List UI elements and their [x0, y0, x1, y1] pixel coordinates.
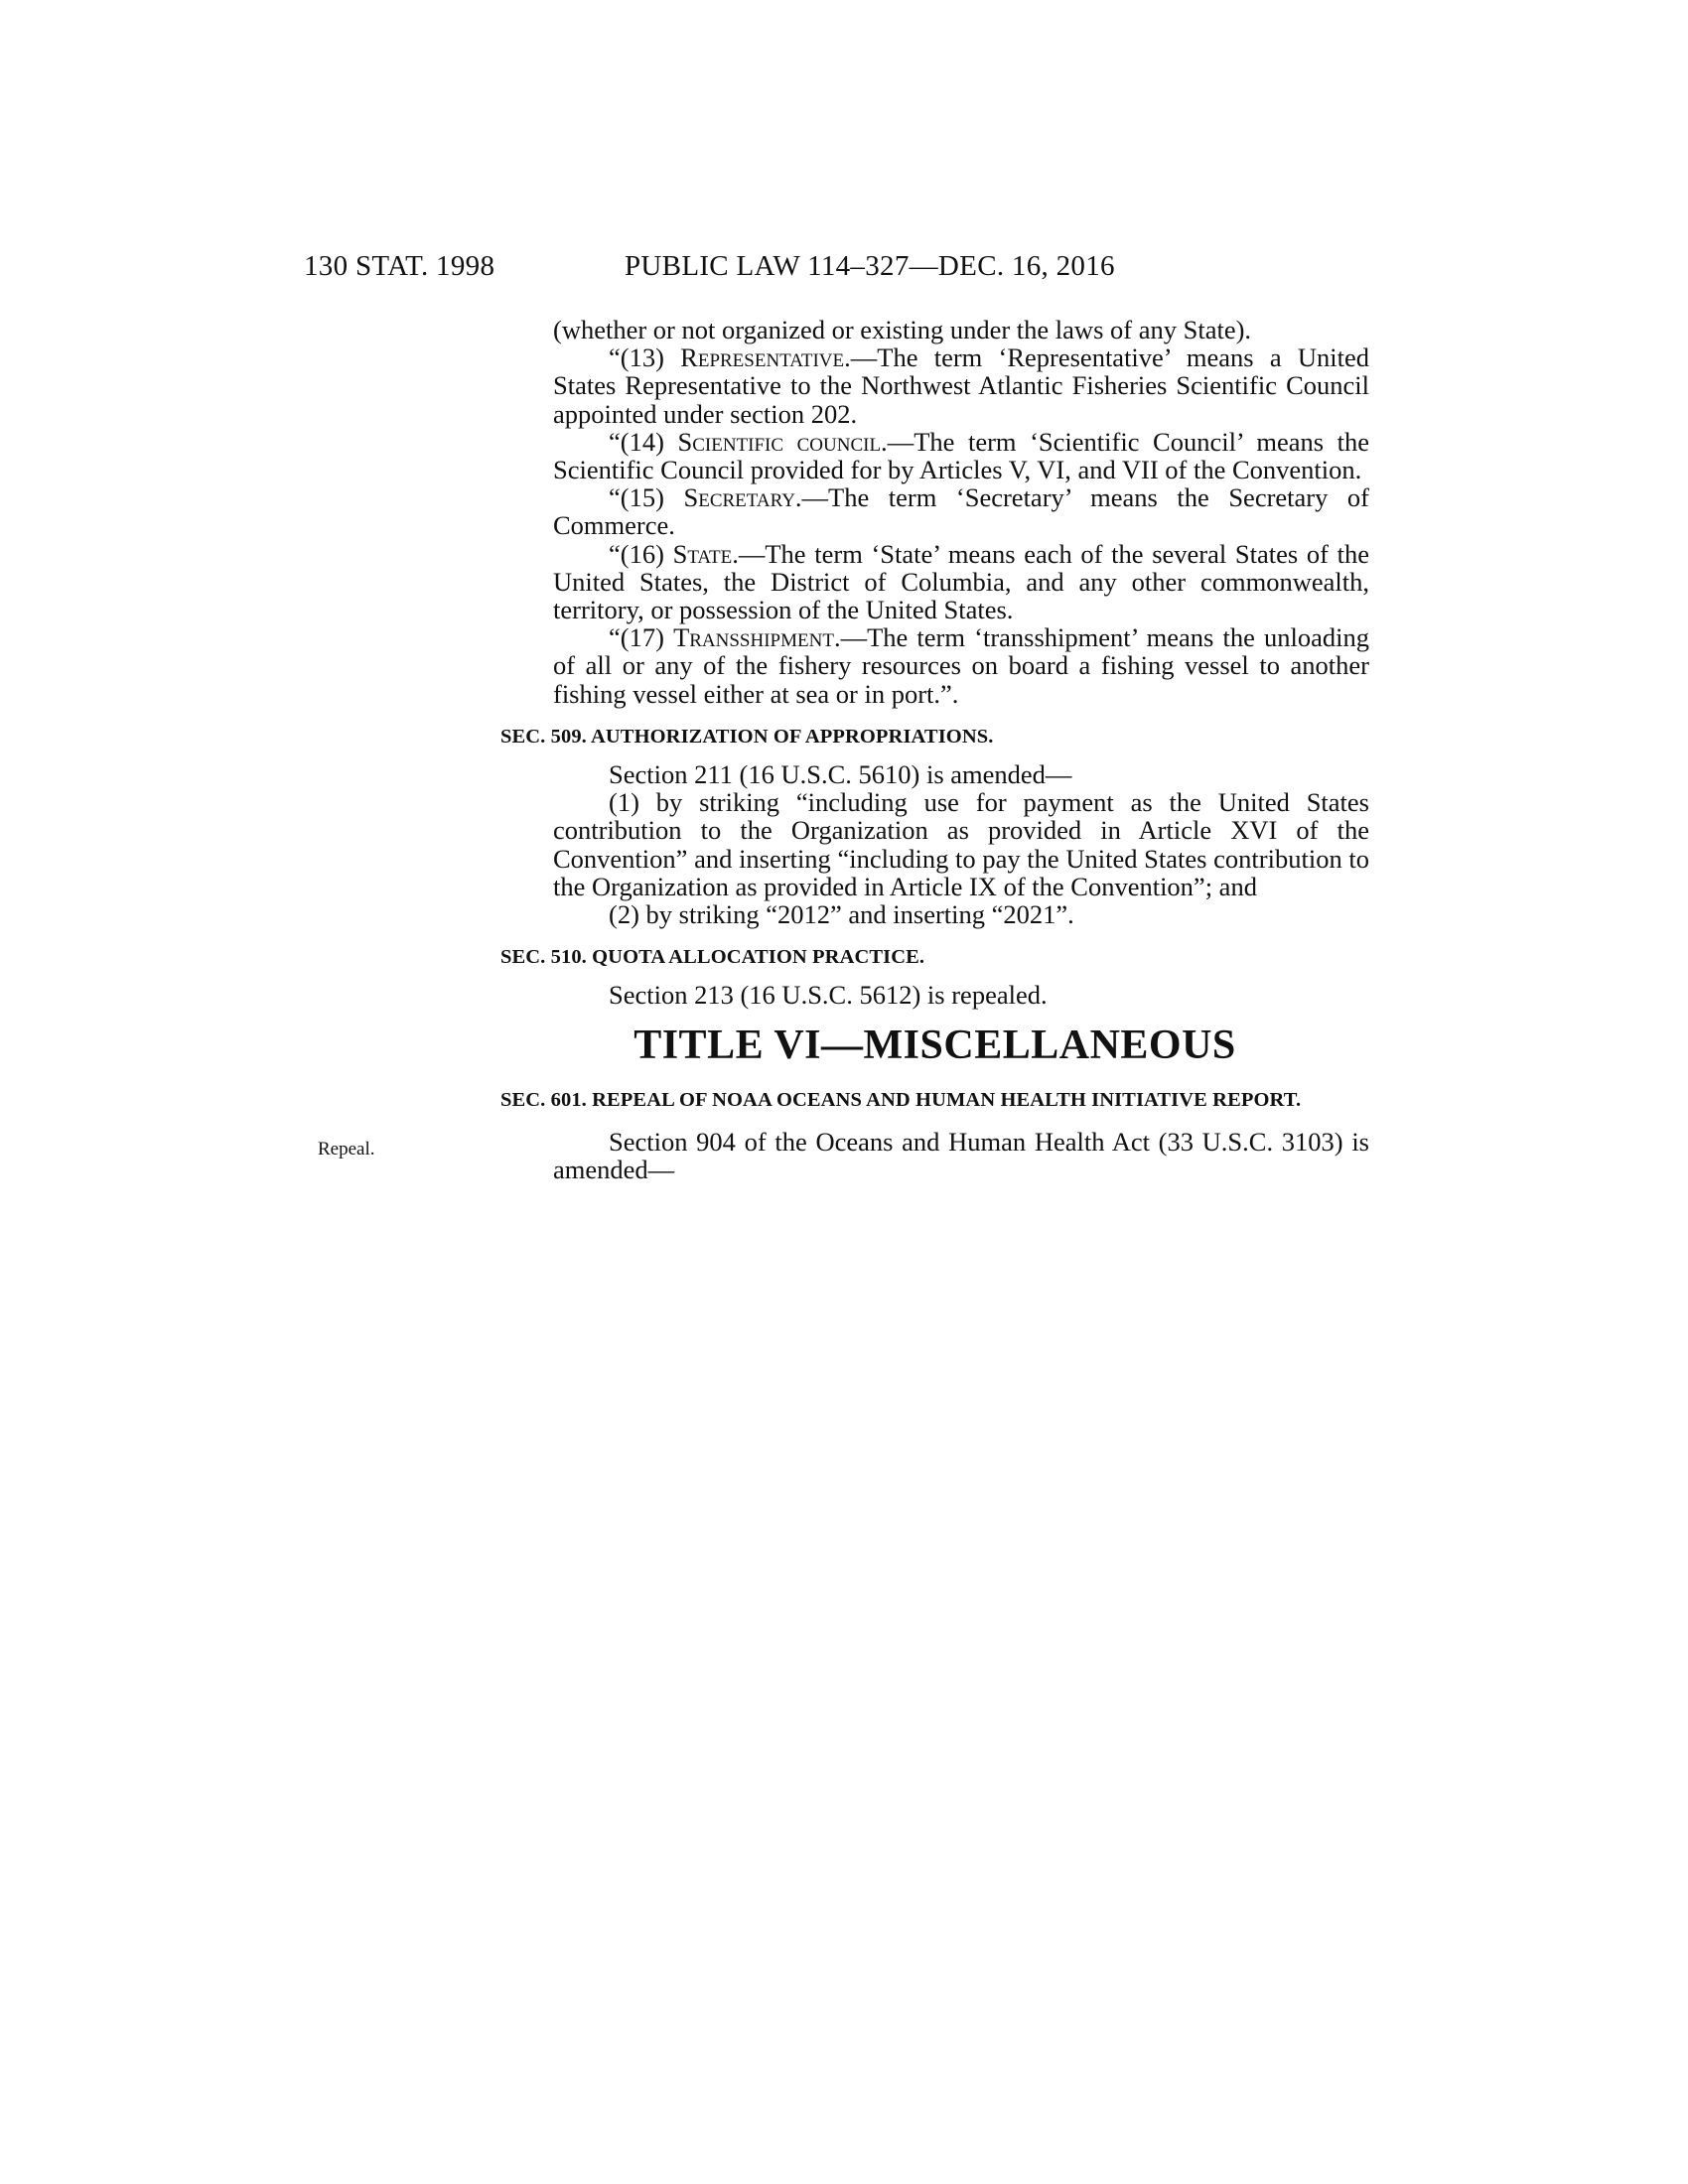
definition-number: “(15): [609, 482, 684, 513]
section-509-item-2: (2) by striking “2012” and inserting “2021”.: [609, 899, 1074, 930]
title-heading: TITLE VI—MISCELLANEOUS: [633, 1022, 1236, 1068]
section-601-heading: SEC. 601. REPEAL OF NOAA OCEANS AND HUMAN HEALTH INITIATIVE REPORT.: [500, 1088, 1302, 1111]
definition-term: Scientific council.: [677, 426, 888, 457]
definition-term: Secretary.: [683, 482, 802, 513]
section-510-text: Section 213 (16 U.S.C. 5612) is repealed.: [609, 980, 1048, 1011]
definition-text: —The term ‘Secretary’ means the Secretary of Commerce.: [553, 482, 1369, 541]
running-head: PUBLIC LAW 114–327—DEC. 16, 2016: [625, 250, 1115, 282]
continuation-paragraph: (whether or not organized or existing under the laws of any State).: [553, 315, 1252, 344]
definition-15: [553, 483, 1369, 539]
definition-number: “(14): [609, 426, 678, 457]
definition-term: Representative.: [680, 342, 851, 373]
definition-16: [553, 540, 1369, 624]
section-510-heading: SEC. 510. QUOTA ALLOCATION PRACTICE.: [500, 946, 925, 969]
definition-text: —The term ‘transshipment’ means the unloading of all or any of the fishery resources on board a fishing vessel to another fishing vessel either at sea or in port.”.: [553, 622, 1369, 709]
stat-citation: 130 STAT. 1998: [304, 250, 495, 282]
definition-text: —The term ‘Representative’ means a United States Representative to the Northwest Atlantic Fisheries Scientific Council appointed under section 202.: [553, 342, 1369, 429]
definition-number: “(13): [609, 342, 681, 373]
definition-13: [553, 343, 1369, 428]
definition-text: —The term ‘State’ means each of the several States of the United States, the District of Columbia, and any other commonwealth, territory, or possession of the United States.: [553, 538, 1369, 625]
page-header: [0, 250, 1688, 290]
definition-term: Transshipment.: [673, 622, 841, 653]
main-text-column: [500, 315, 1369, 1185]
definition-17: [553, 623, 1369, 708]
definition-number: “(17): [609, 622, 674, 653]
definition-14: [553, 428, 1369, 483]
section-601-text: Section 904 of the Oceans and Human Health Act (33 U.S.C. 3103) is amended—: [553, 1126, 1369, 1185]
margin-note-repeal: Repeal.: [318, 1139, 375, 1160]
section-509-item-1: (1) by striking “including use for payment as the United States contribution to the Organization as provided in Article XVI of the Convention” and inserting “including to pay the United States contribution to the Organization as provided in Article IX of the Convention”; and: [553, 787, 1369, 901]
definition-number: “(16): [609, 538, 673, 569]
definition-term: State.: [672, 538, 739, 569]
section-509-intro: Section 211 (16 U.S.C. 5610) is amended—: [609, 759, 1072, 790]
definition-text: —The term ‘Scientific Council’ means the Scientific Council provided for by Articles V, VI, and VII of the Convention.: [553, 426, 1369, 485]
section-509-heading: SEC. 509. AUTHORIZATION OF APPROPRIATIONS.: [500, 725, 994, 748]
